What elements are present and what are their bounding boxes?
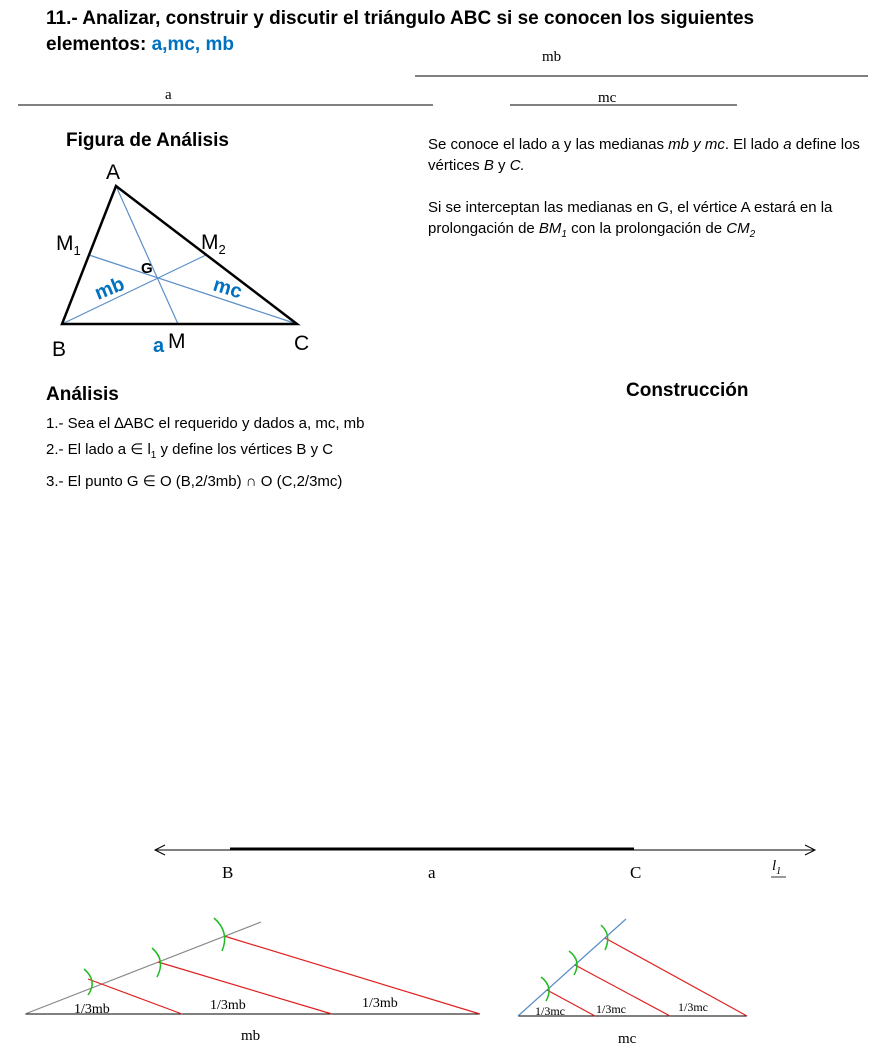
given-segments [0,0,869,115]
median-mb [62,255,206,324]
segment-a-label: a [428,863,436,882]
mc-label: mc [210,273,245,304]
title-elements: a,mc, mb [151,34,234,55]
vertex-a-label: A [106,161,121,184]
label-mc: mc [598,90,617,106]
analysis-step-3: 3.- El punto G ∈ O (B,2/3mb) ∩ O (C,2/3mc) [46,473,343,490]
mc-third-1: 1/3mc [535,1004,565,1018]
mb-division-label: mb [241,1028,261,1044]
analysis-heading: Análisis [46,384,119,405]
m-label: M [168,330,186,353]
point-b-label: B [222,863,234,882]
g-label: G [141,260,153,277]
analysis-step-1: 1.- Sea el ∆ABC el requerido y dados a, mc, mb [46,415,365,432]
m2-label: $M_2$ [201,231,226,257]
triangle-abc [62,186,297,324]
mc-division-label: mc [618,1031,637,1047]
analysis-figure [0,150,420,370]
vertex-c-label: C [294,332,310,355]
mc-third-3: 1/3mc [678,1000,708,1014]
label-a: a [165,87,172,103]
mb-third-3: 1/3mb [362,996,398,1011]
a-label: a [153,335,165,357]
median-a [116,186,178,324]
point-c-label: C [630,863,642,882]
mb-parallel-3 [224,936,480,1014]
mc-arc-mark-2 [569,951,577,975]
mc-arc-mark-3 [601,925,608,950]
analysis-figure-heading: Figura de Análisis [66,130,229,151]
mc-third-2: 1/3mc [596,1002,626,1016]
analysis-steps [46,411,606,495]
mb-label: mb [91,272,128,305]
label-mb: mb [542,49,562,65]
division-mb [0,905,500,1055]
mb-third-2: 1/3mb [210,998,246,1013]
construction-line [0,830,869,890]
construction-heading: Construcción [626,380,749,401]
l1-label: $l_1$ [772,858,782,877]
vertex-b-label: B [52,338,67,361]
division-mc [500,905,800,1055]
description-p1: Se conoce el lado a y las medianas mb y mc. El lado a define los vértices B y C. [428,136,860,174]
title-text: 11.- Analizar, construir y discutir el triángulo ABC si se conocen los siguientes elementos: [46,8,755,55]
description-p2: Si se interceptan las medianas en G, el vértice A estará en la prolongación de $BM_1$ con la prolongación de $CM_2$ [428,199,833,240]
mc-parallel-3 [605,938,747,1016]
mb-arc-mark-3 [214,918,225,951]
mb-third-1: 1/3mb [74,1002,110,1017]
m1-label: $M_1$ [56,232,81,258]
analysis-step-2: 2.- El lado a ∈ $l_1$ y define los vértices B y C [46,441,334,461]
